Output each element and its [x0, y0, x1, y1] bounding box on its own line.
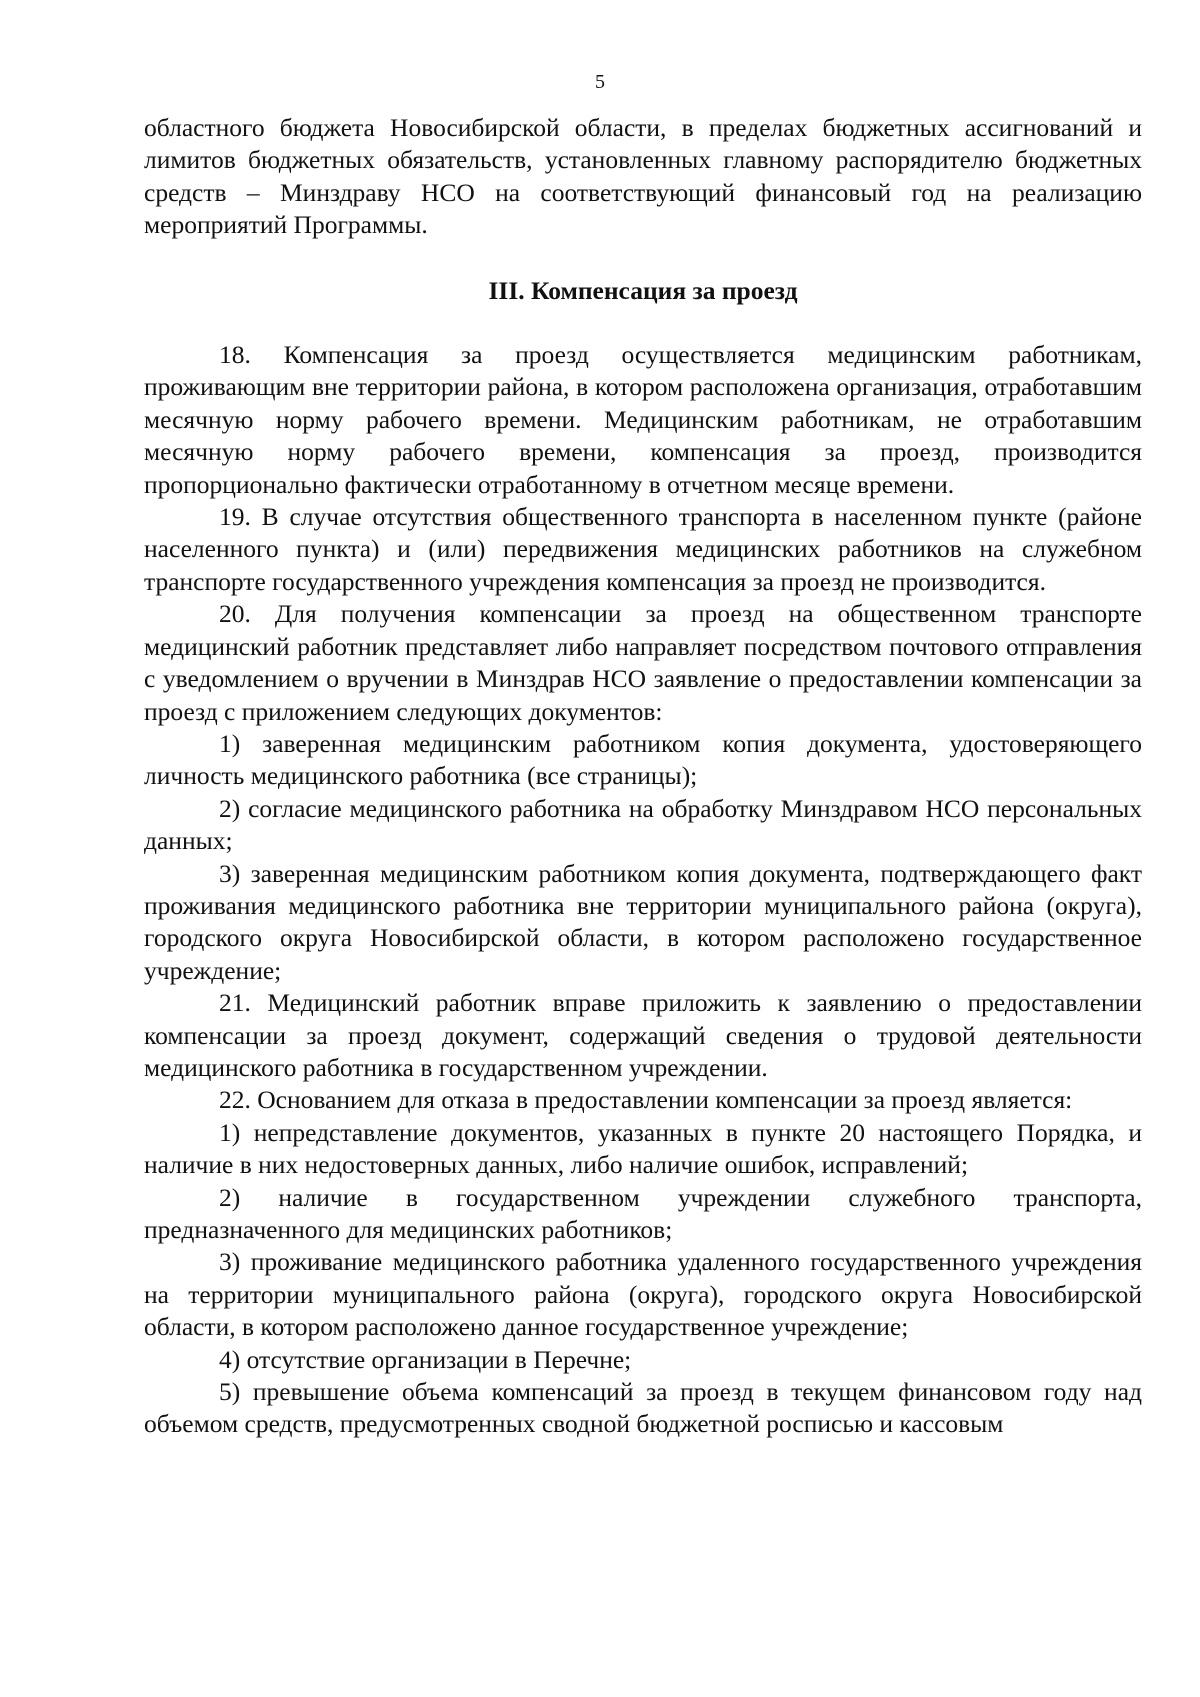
list-item-20-3: 3) заверенная медицинским работником копия документа, подтверждающего факт проживания медицинского работника вне территории муниципального района (округа), городского округа Новосибирской области, в котором расположено государственное учреждение; [144, 858, 1142, 985]
list-item-22-3: 3) проживание медицинского работника удаленного государственного учреждения на территории муниципального района (округа), городского округа Новосибирской области, в котором расположено данное государственное учреждение; [144, 1247, 1142, 1342]
section-heading: III. Компенсация за проезд [488, 275, 798, 305]
spacer [144, 242, 1142, 275]
paragraph-18: 18. Компенсация за проезд осуществляется медицинским работникам, проживающим вне территории района, в котором расположена организация, отработавшим месячную норму рабочего времени. Медицинским работникам, не отработавшим месячную норму рабочего времени, компенсация за проезд, производится пропорционально фактически отработанному в отчетном месяце времени. [144, 340, 1142, 499]
list-item-20-1: 1) заверенная медицинским работником копия документа, удостоверяющего личность медицинского работника (все страницы); [144, 728, 1142, 791]
paragraph-22: 22. Основанием для отказа в предоставлении компенсации за проезд является: [219, 1085, 1073, 1115]
list-item-22-4: 4) отсутствие организации в Перечне; [219, 1344, 632, 1374]
list-item-22-2: 2) наличие в государственном учреждении служебного транспорта, предназначенного для медицинских работников; [144, 1182, 1142, 1244]
document-body [144, 112, 1142, 1441]
list-item-22-1: 1) непредставление документов, указанных в пункте 20 настоящего Порядка, и наличие в них недостоверных данных, либо наличие ошибок, исправлений; [144, 1117, 1142, 1180]
list-item-22-5: 5) превышение объема компенсаций за проезд в текущем финансовом году над объемом средств, предусмотренных сводной бюджетной росписью и кассовым [144, 1377, 1142, 1439]
spacer [144, 307, 1142, 339]
paragraph-19: 19. В случае отсутствия общественного транспорта в населенном пункте (районе населенного пункта) и (или) передвижения медицинских работников на служебном транспорте государственного учреждения компенсация за проезд не производится. [144, 502, 1142, 596]
paragraph-21: 21. Медицинский работник вправе приложить к заявлению о предоставлении компенсации за проезд документ, содержащий сведения о трудовой деятельности медицинского работника в государственном учреждении. [144, 988, 1142, 1082]
intro-paragraph: областного бюджета Новосибирской области, в пределах бюджетных ассигнований и лимитов бюджетных обязательств, установленных главному распорядителю бюджетных средств – Минздраву НСО на соответствующий финансовый год на реализацию мероприятий Программы. [144, 113, 1142, 240]
page-number: 5 [595, 71, 605, 93]
list-item-20-2: 2) согласие медицинского работника на обработку Минздравом НСО персональных данных; [144, 793, 1142, 856]
paragraph-20: 20. Для получения компенсации за проезд на общественном транспорте медицинский работник представляет либо направляет посредством почтового отправления с уведомлением о вручении в Минздрав НСО заявление о предоставлении компенсации за проезд с приложением следующих документов: [144, 599, 1142, 726]
